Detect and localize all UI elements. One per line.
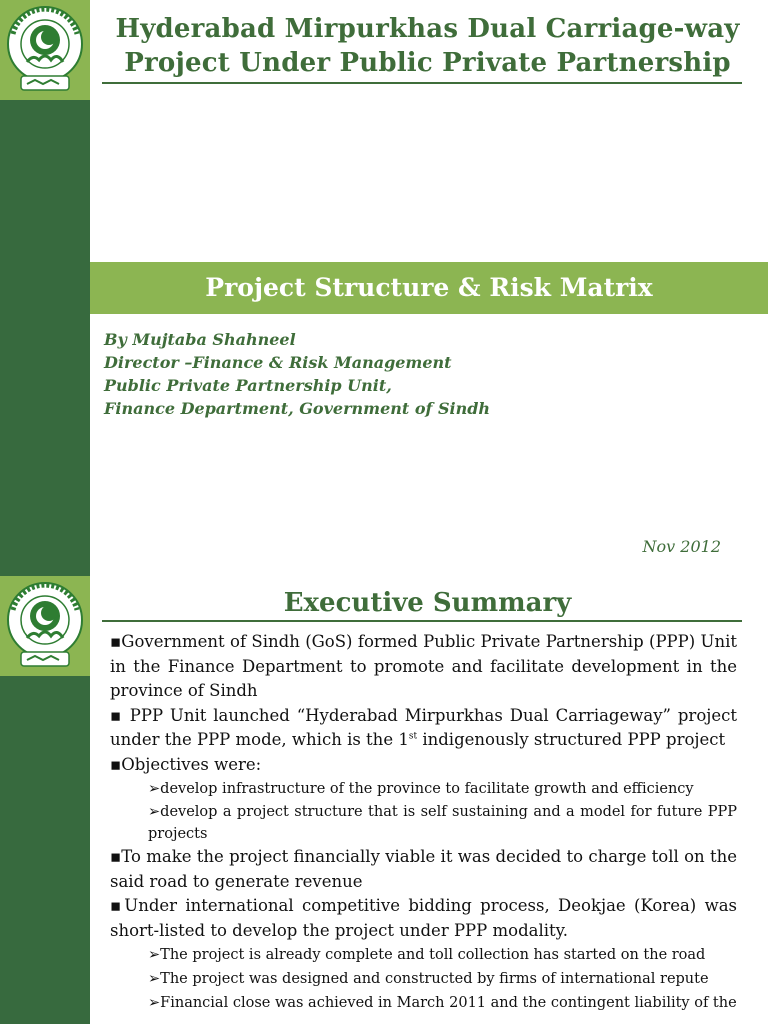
executive-summary-slide xyxy=(0,576,768,1024)
list-item: ▪ PPP Unit launched “Hyderabad Mirpurkhas Dual Carriageway” project under the PPP mode, which is the 1st indigenously structured PPP project xyxy=(110,705,738,749)
subtitle-band: Project Structure & Risk Matrix xyxy=(90,262,768,314)
ppp-unit-logo-icon xyxy=(3,580,87,672)
author-position: Director –Finance & Risk Management xyxy=(104,353,452,372)
sub-list-item: ➢develop infrastructure of the province to facilitate growth and efficiency xyxy=(148,781,694,797)
list-item: ▪To make the project financially viable it was decided to charge toll on the said road to generate revenue xyxy=(110,847,737,891)
slide-title: Executive Summary xyxy=(283,588,572,618)
logo-box xyxy=(0,0,90,100)
arrow-bullet-icon: ➢ xyxy=(148,947,161,963)
bullet-marker: ▪ xyxy=(110,705,123,725)
author-unit: Public Private Partnership Unit, xyxy=(104,376,392,395)
author-department: Finance Department, Government of Sindh xyxy=(104,399,491,418)
arrow-bullet-icon: ➢ xyxy=(148,971,161,987)
list-item: ▪Under international competitive bidding process, Deokjae (Korea) was short-listed to develop the project under PPP modality. xyxy=(110,896,738,940)
arrow-bullet-icon: ➢ xyxy=(148,804,161,820)
sub-list-item: ➢The project is already complete and toll collection has started on the road xyxy=(148,947,706,963)
arrow-bullet-icon: ➢ xyxy=(148,781,161,797)
bullet-marker: ▪ xyxy=(110,632,122,651)
author-name: By Mujtaba Shahneel xyxy=(104,330,296,349)
slide-title xyxy=(100,12,755,80)
ppp-unit-logo-icon xyxy=(3,4,87,96)
bullet-marker: ▪ xyxy=(110,847,122,866)
sub-list-item: ➢Financial close was achieved in March 2011 and the contingent liability of the xyxy=(148,995,737,1011)
title-underline xyxy=(102,620,742,622)
logo-box xyxy=(0,576,90,676)
slide-title-line2: Project Under Public Private Partnership xyxy=(124,48,731,78)
sub-list-item: ➢develop a project structure that is self sustaining and a model for future PPP projects xyxy=(148,804,737,842)
bullet-marker: ▪ xyxy=(110,896,125,915)
list-item: ▪Objectives were: xyxy=(110,754,262,774)
title-underline xyxy=(102,82,742,84)
arrow-bullet-icon: ➢ xyxy=(148,995,161,1011)
sub-list-item: ➢The project was designed and constructed by firms of international repute xyxy=(148,971,709,987)
bullet-marker: ▪ xyxy=(110,754,122,774)
slide-title-line1: Hyderabad Mirpurkhas Dual Carriage-way xyxy=(115,14,740,44)
summary-body xyxy=(110,630,737,1015)
presentation-date: Nov 2012 xyxy=(642,537,721,556)
list-item: ▪Government of Sindh (GoS) formed Public Private Partnership (PPP) Unit in the Finance Department to promote and facilitate development in the province of Sindh xyxy=(110,632,737,700)
author-block xyxy=(104,328,490,420)
